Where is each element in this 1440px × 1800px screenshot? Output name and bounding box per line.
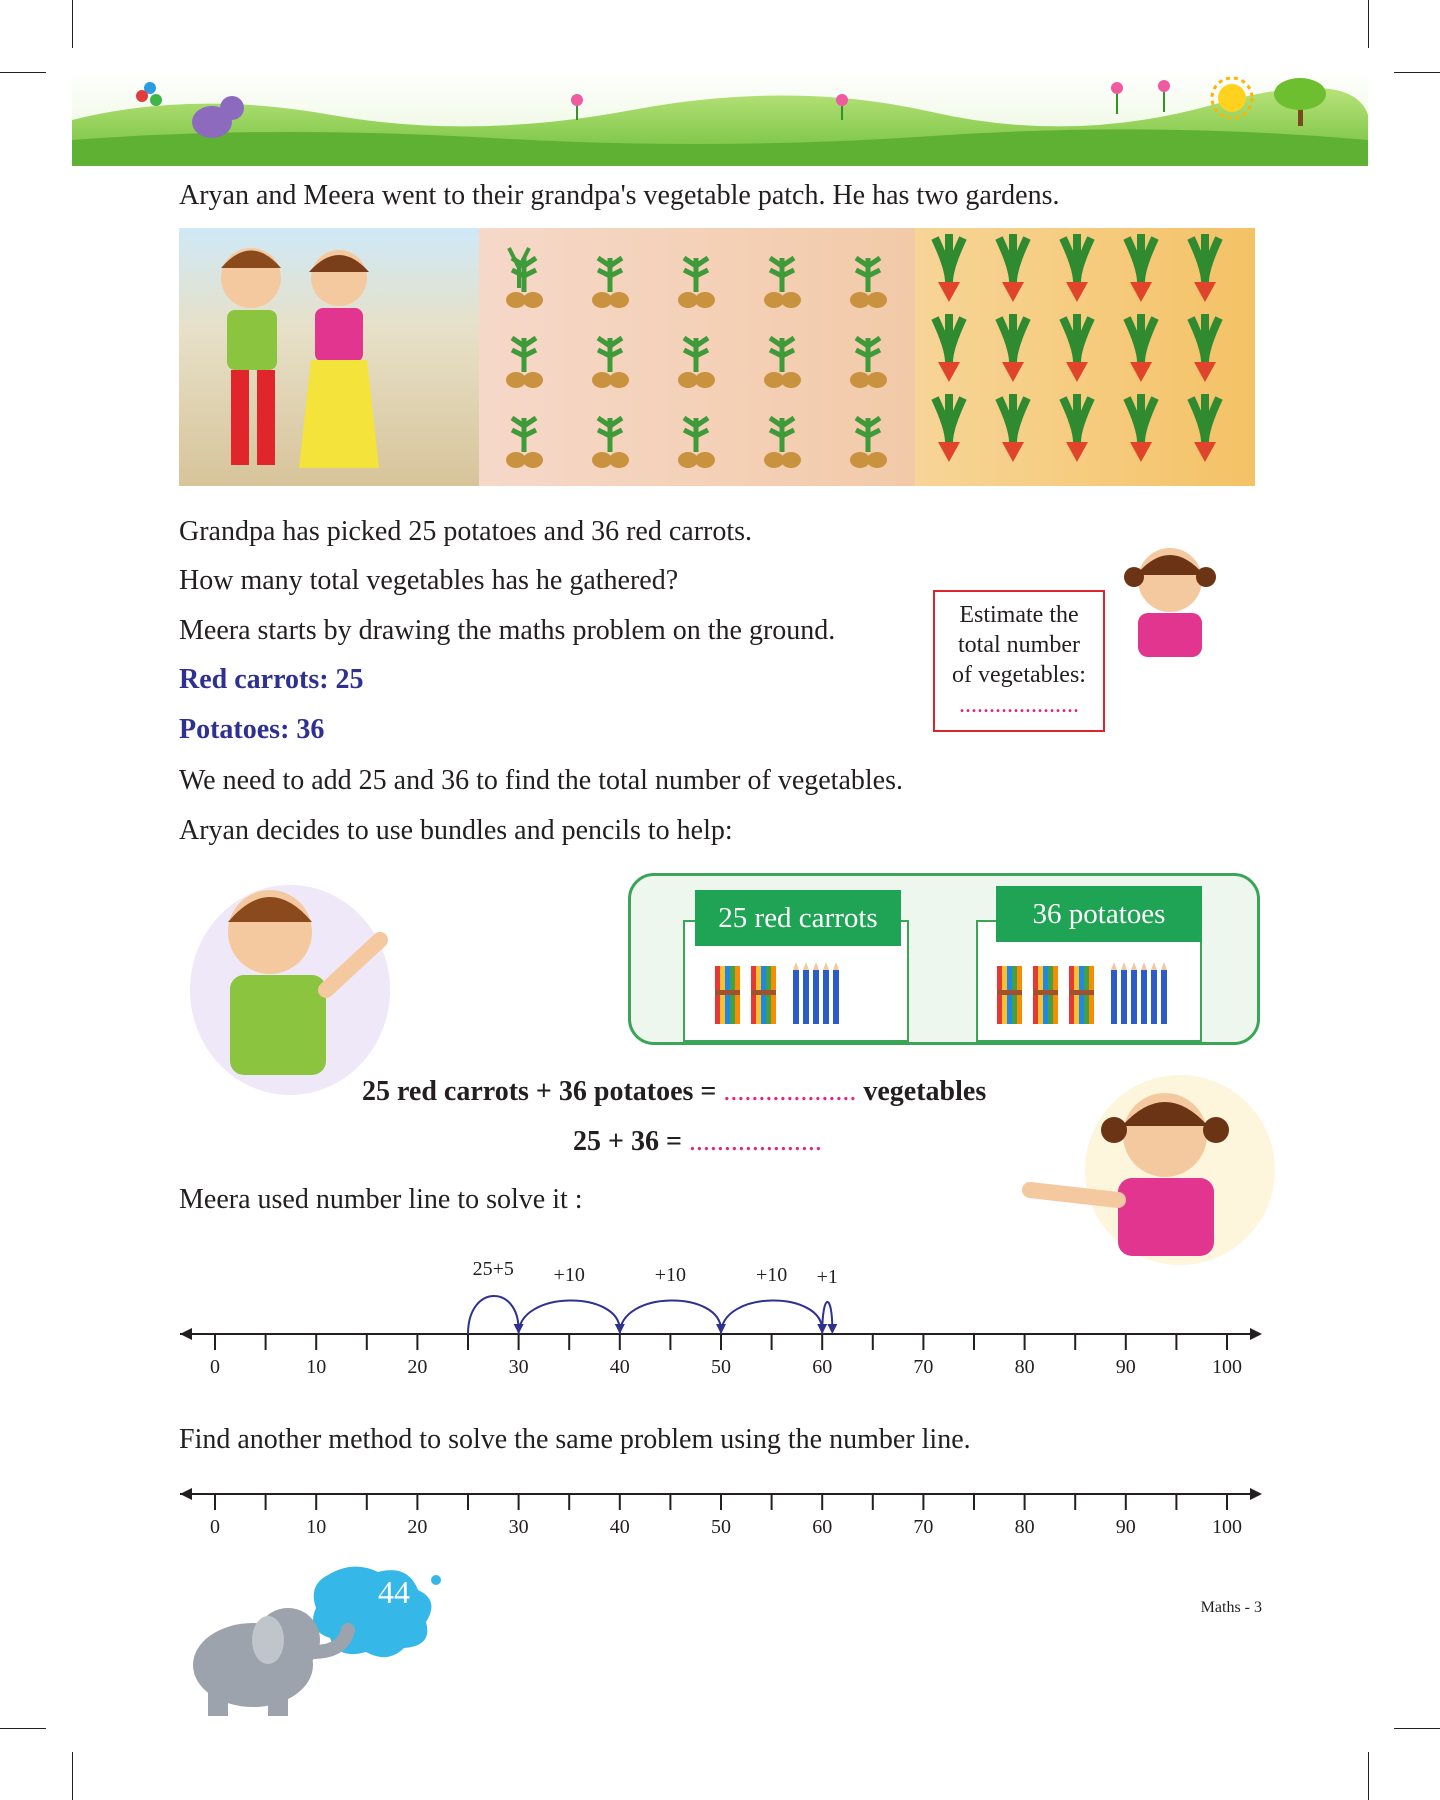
equation-simple-blank[interactable]: ................... xyxy=(688,1126,822,1157)
pencil-bundle-icon xyxy=(1069,966,1094,1024)
tick-label: 60 xyxy=(812,1516,833,1538)
crop-mark xyxy=(0,1728,46,1729)
crop-mark xyxy=(1368,1752,1369,1800)
equation-answer-blank[interactable]: ................... xyxy=(723,1076,857,1107)
estimate-line-1: Estimate the xyxy=(959,602,1079,628)
jump-arc xyxy=(468,1296,524,1334)
meera-thinking-illustration xyxy=(1120,535,1220,660)
garden-illustration xyxy=(179,228,1255,486)
jump-label: +10 xyxy=(755,1264,788,1286)
single-pencil-icon xyxy=(1131,962,1137,1024)
tick-label: 20 xyxy=(407,1356,428,1378)
numberline-2-caption: Find another method to solve the same problem using the number line. xyxy=(179,1424,971,1455)
problem-line-2: How many total vegetables has he gathered? xyxy=(179,565,679,596)
pencil-bundle-icon xyxy=(715,966,740,1024)
tick-label: 20 xyxy=(407,1516,428,1538)
jump-label: +1 xyxy=(816,1266,838,1288)
tick-label: 10 xyxy=(306,1516,327,1538)
crop-mark xyxy=(72,1752,73,1800)
estimate-line-2: total number xyxy=(958,632,1080,658)
tick-label: 100 xyxy=(1212,1516,1242,1538)
single-pencil-icon xyxy=(1151,962,1157,1024)
tick-label: 0 xyxy=(210,1516,220,1538)
tick-label: 90 xyxy=(1115,1516,1136,1538)
crop-mark xyxy=(1394,1728,1440,1729)
tick-label: 40 xyxy=(609,1516,630,1538)
crop-mark xyxy=(0,72,46,73)
pencil-bundle-icon xyxy=(1033,966,1058,1024)
tick-label: 10 xyxy=(306,1356,327,1378)
crop-mark xyxy=(1368,0,1369,48)
estimate-answer-blank[interactable]: .................... xyxy=(959,692,1079,718)
numberline-1-caption: Meera used number line to solve it : xyxy=(179,1184,583,1215)
estimate-box xyxy=(933,590,1105,732)
equation-simple xyxy=(573,1126,822,1158)
single-pencil-icon xyxy=(793,962,799,1024)
tick-label: 0 xyxy=(210,1356,220,1378)
equation-left: 25 red carrots + 36 potatoes = xyxy=(362,1076,717,1107)
tick-label: 100 xyxy=(1212,1356,1242,1378)
pencil-bundle-icon xyxy=(751,966,776,1024)
tick-label: 50 xyxy=(711,1356,731,1378)
number-line-2[interactable] xyxy=(0,1480,1440,1550)
potatoes-count: Potatoes: 36 xyxy=(179,714,325,745)
problem-line-1: Grandpa has picked 25 potatoes and 36 red carrots. xyxy=(179,516,753,547)
carrots-bundle-label: 25 red carrots xyxy=(695,890,901,946)
pencil-bundle-icon xyxy=(997,966,1022,1024)
jump-label: +10 xyxy=(654,1264,687,1286)
jump-arc xyxy=(620,1300,726,1334)
equation-simple-left: 25 + 36 = xyxy=(573,1126,682,1157)
tick-label: 60 xyxy=(812,1356,833,1378)
tick-label: 30 xyxy=(508,1356,529,1378)
single-pencil-icon xyxy=(1111,962,1117,1024)
crop-mark xyxy=(1394,72,1440,73)
jump-arc xyxy=(721,1300,827,1334)
tick-label: 80 xyxy=(1014,1356,1035,1378)
equation-unit: vegetables xyxy=(863,1076,987,1107)
single-pencil-icon xyxy=(803,962,809,1024)
tick-label: 90 xyxy=(1115,1356,1136,1378)
bundles-frame xyxy=(628,873,1260,1045)
tick-label: 50 xyxy=(711,1516,731,1538)
equation-full xyxy=(362,1076,986,1108)
tick-label: 70 xyxy=(913,1356,934,1378)
number-line-1 xyxy=(0,1240,1440,1390)
single-pencil-icon xyxy=(1161,962,1167,1024)
aryan-waving-illustration xyxy=(180,870,420,1110)
crop-mark xyxy=(72,0,73,48)
single-pencil-icon xyxy=(813,962,819,1024)
potatoes-pencil-bundles xyxy=(993,960,1193,1030)
intro-text: Aryan and Meera went to their grandpa's vegetable patch. He has two gardens. xyxy=(179,180,1060,211)
single-pencil-icon xyxy=(833,962,839,1024)
page-number: 44 xyxy=(378,1574,410,1610)
tick-label: 80 xyxy=(1014,1516,1035,1538)
jump-label: 25+5 xyxy=(472,1258,514,1280)
tick-label: 40 xyxy=(609,1356,630,1378)
potatoes-bundle-label: 36 potatoes xyxy=(996,886,1202,942)
problem-line-3: Meera starts by drawing the maths problem on the ground. xyxy=(179,615,836,646)
red-carrots-count: Red carrots: 25 xyxy=(179,664,364,695)
single-pencil-icon xyxy=(823,962,829,1024)
problem-line-5: Aryan decides to use bundles and pencils to help: xyxy=(179,815,733,846)
estimate-line-3: of vegetables: xyxy=(952,662,1086,688)
tick-label: 70 xyxy=(913,1516,934,1538)
problem-line-4: We need to add 25 and 36 to find the total number of vegetables. xyxy=(179,765,903,796)
header-landscape-banner xyxy=(72,70,1368,166)
carrots-pencil-bundles xyxy=(711,960,871,1030)
single-pencil-icon xyxy=(1141,962,1147,1024)
jump-label: +10 xyxy=(553,1264,585,1286)
tick-label: 30 xyxy=(508,1516,529,1538)
book-title: Maths - 3 xyxy=(1200,1599,1262,1616)
jump-arc xyxy=(519,1300,625,1334)
single-pencil-icon xyxy=(1121,962,1127,1024)
